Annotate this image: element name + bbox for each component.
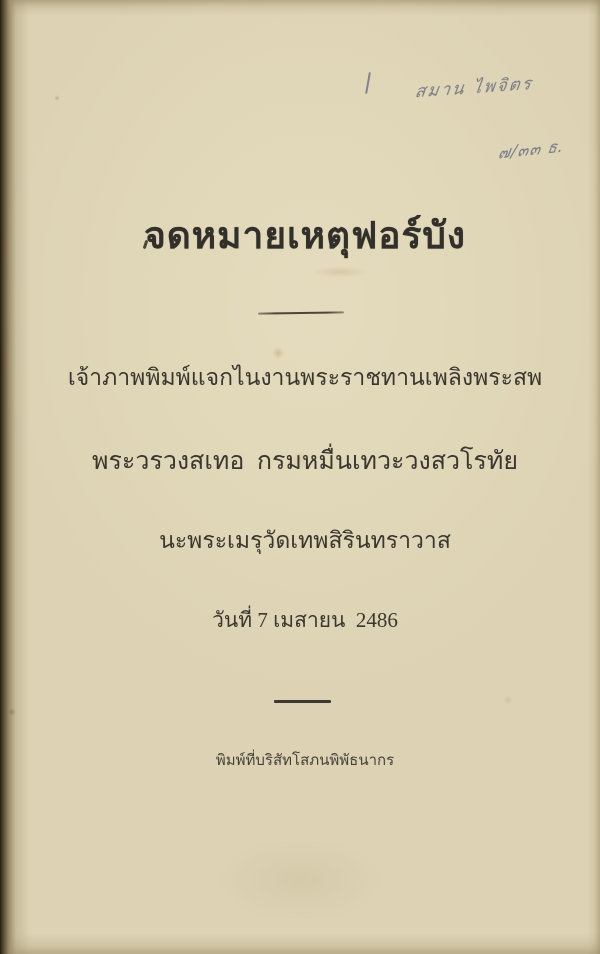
venue-line: นะพระเมรุวัดเทพสิรินทราวาส xyxy=(159,528,451,553)
dedication-line: เจ้าภาพพิมพ์แจกไนงานพระราชทานเพลิงพระสพ xyxy=(67,365,543,390)
date-line: วันที่ 7 เมสายน 2486 xyxy=(212,608,398,632)
honoree-name-line: พระวรวงสเทอ กรมหมื่นเทวะวงสวโรทัย xyxy=(92,448,518,475)
divider-rule-top xyxy=(258,311,344,314)
divider-rule-bottom xyxy=(274,700,331,703)
pencil-tick-mark xyxy=(365,72,371,94)
handwritten-owner-name: สมาน ไพจิตร xyxy=(413,73,535,103)
handwritten-accession-number: ๗/๓๓ ธ. xyxy=(496,136,566,163)
book-title: จดหมายเหตุฟอร์บัง xyxy=(144,216,466,257)
printer-imprint-line: พิมพ์ที่บริสัทโสภนพิพัธนากร xyxy=(215,753,395,769)
